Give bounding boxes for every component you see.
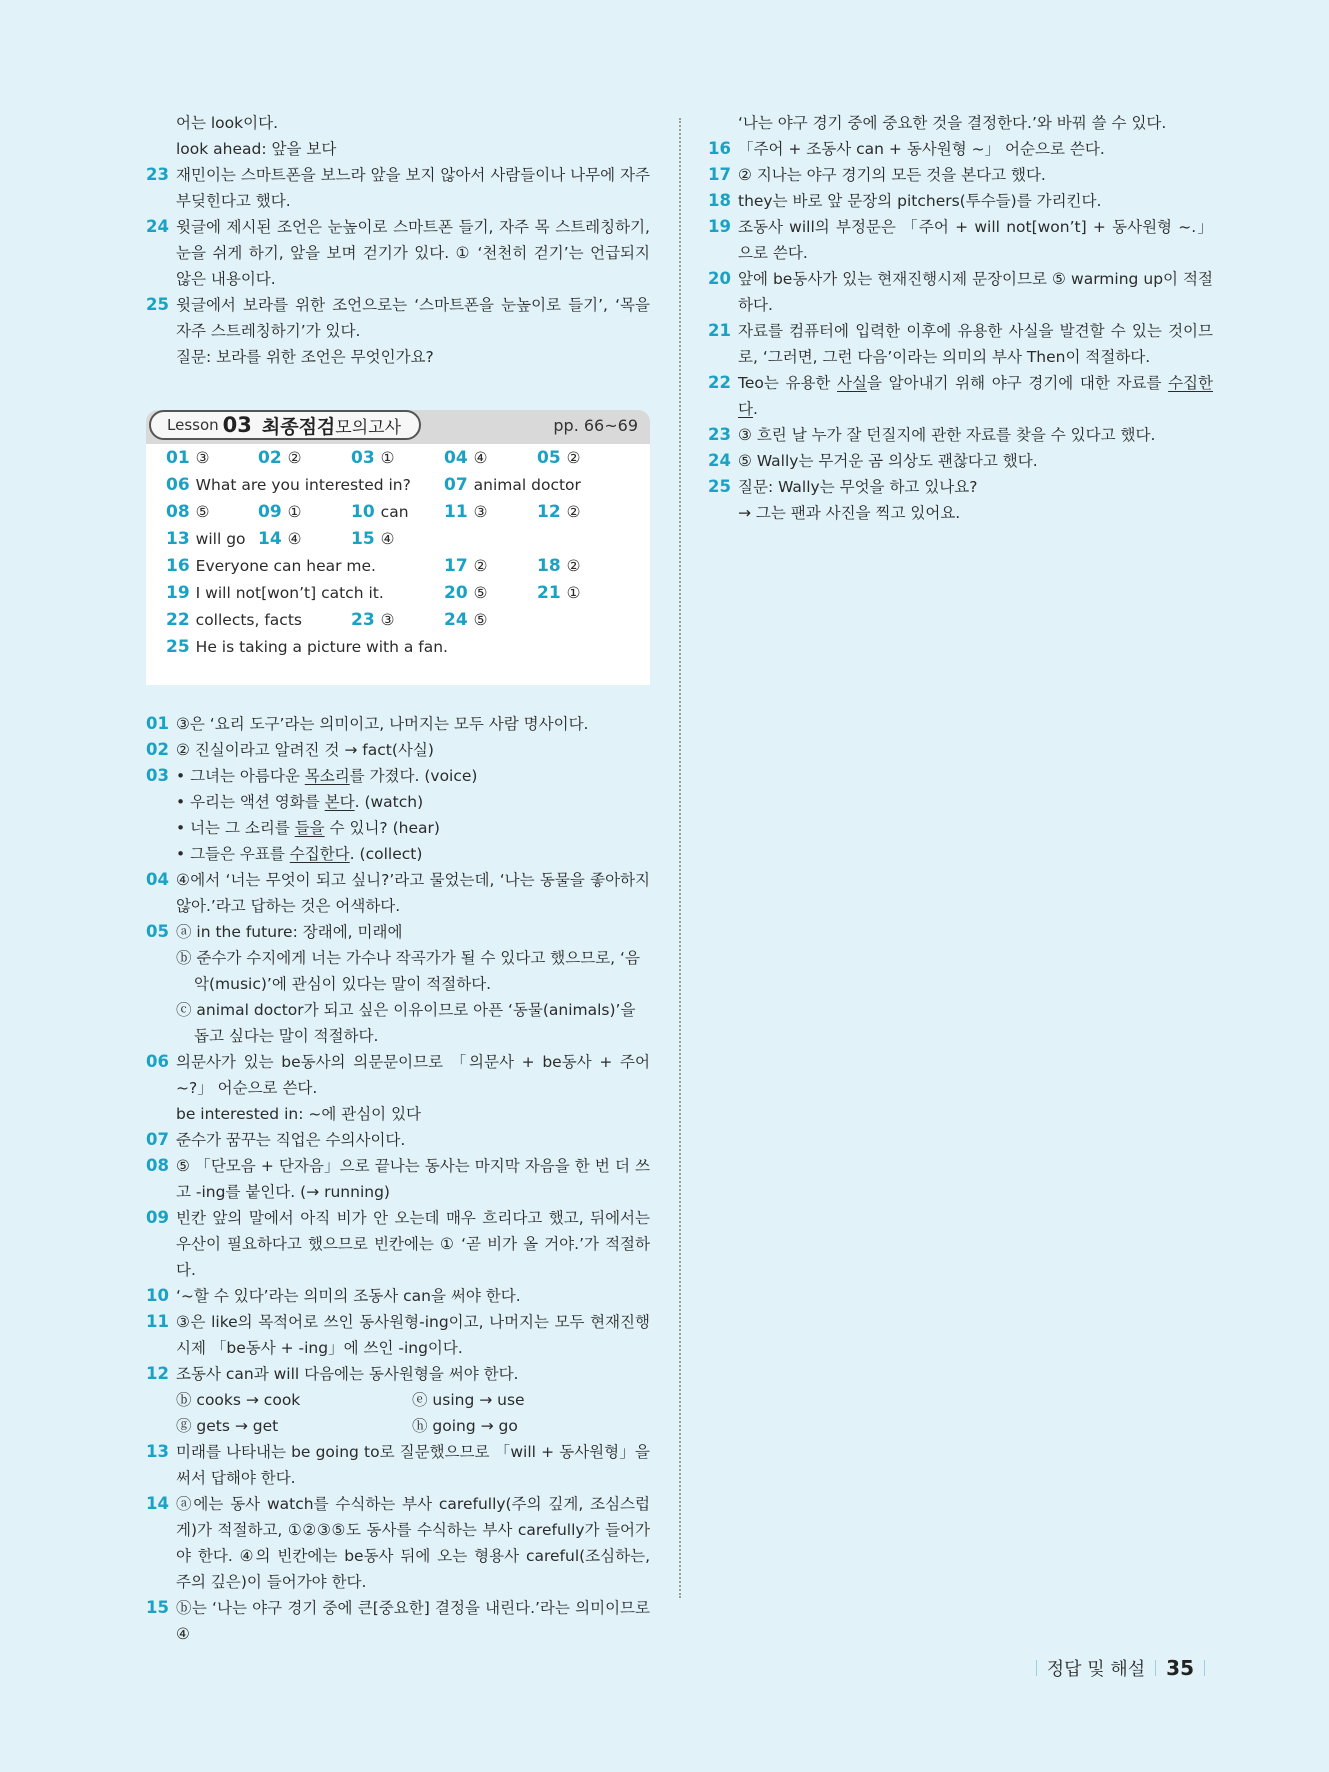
explanation-line: look ahead: 앞을 보다 — [176, 140, 337, 158]
footer-divider — [1204, 1660, 1205, 1676]
explanation-line: → 그는 팬과 사진을 찍고 있어요. — [738, 504, 961, 522]
correction-pair: ⓑ cooks → cook ⓔ using → use — [176, 1391, 525, 1409]
answer-item: 16 Everyone can hear me. — [166, 556, 376, 576]
explanation-23: 23 ③ 흐린 날 누가 잘 던질지에 관한 자료를 찾을 수 있다고 했다. — [708, 425, 1156, 444]
explanation-18: 18 they는 바로 앞 문장의 pitchers(투수들)를 가리킨다. — [708, 191, 1102, 210]
answer-item: 07 animal doctor — [444, 475, 581, 495]
column-divider — [679, 118, 681, 1598]
explanation-25: 25 질문: Wally는 무엇을 하고 있나요? — [708, 477, 978, 496]
explanation-06: 06 의문사가 있는 be동사의 의문문이므로 「의문사 + be동사 + 주어 ~?」 어순으로 쓴다. — [146, 1052, 650, 1097]
answer-item: 03 ① — [351, 448, 395, 468]
explanation-19: 19 조동사 will의 부정문은 「주어 + will not[won’t] + 동사원형 ~.」으로 쓴다. — [708, 217, 1213, 262]
answer-item: 06 What are you interested in? — [166, 475, 411, 495]
explanation-line: • 우리는 액션 영화를 본다. (watch) — [176, 793, 424, 811]
explanation-15: 15 ⓑ는 ‘나는 야구 경기 중에 큰[중요한] 결정을 내린다.’라는 의미이므로 ④ — [146, 1598, 650, 1643]
answer-item: 12 ② — [537, 502, 581, 522]
answer-item: 13 will go — [166, 529, 246, 549]
answer-item: 04 ④ — [444, 448, 488, 468]
lesson-subtitle: 모의고사 — [335, 417, 401, 438]
explanation-16: 16 「주어 + 조동사 can + 동사원형 ~」 어순으로 쓴다. — [708, 139, 1105, 158]
explanation-line: • 너는 그 소리를 들을 수 있니? (hear) — [176, 819, 440, 837]
explanation-04: 04 ④에서 ‘너는 무엇이 되고 싶니?’라고 물었는데, ‘나는 동물을 좋아하지 않아.’라고 답하는 것은 어색하다. — [146, 870, 650, 915]
lesson-number: 03 — [222, 413, 252, 437]
explanation-line: 어는 look이다. — [176, 114, 278, 132]
page-number: 35 — [1166, 1656, 1194, 1680]
lesson-tag — [149, 410, 421, 440]
lesson-title: 최종점검 — [261, 415, 336, 438]
footer-divider — [1155, 1660, 1156, 1676]
answer-item: 22 collects, facts — [166, 610, 302, 630]
explanation-02: 02 ② 진실이라고 알려진 것 → fact(사실) — [146, 740, 434, 759]
explanation-05: 05 ⓐ in the future: 장래에, 미래에 — [146, 922, 403, 941]
explanation-22: 22 Teo는 유용한 사실을 알아내기 위해 야구 경기에 대한 자료를 수집한다. — [708, 373, 1213, 418]
lesson-pages: pp. 66~69 — [553, 416, 638, 435]
answer-item: 19 I will not[won’t] catch it. — [166, 583, 384, 603]
answer-item: 17 ② — [444, 556, 488, 576]
answer-item: 20 ⑤ — [444, 583, 488, 603]
explanation-line: 질문: 보라를 위한 조언은 무엇인가요? — [176, 348, 434, 366]
explanation-09: 09 빈칸 앞의 말에서 아직 비가 안 오는데 매우 흐리다고 했고, 뒤에서는 우산이 필요하다고 했으므로 빈칸에는 ① ‘곧 비가 올 거야.’가 적절하다. — [146, 1208, 650, 1279]
answer-item: 21 ① — [537, 583, 581, 603]
answer-item: 11 ③ — [444, 502, 488, 522]
answer-item: 05 ② — [537, 448, 581, 468]
answer-item: 23 ③ — [351, 610, 395, 630]
footer-divider — [1036, 1660, 1037, 1676]
explanation-07: 07 준수가 꿈꾸는 직업은 수의사이다. — [146, 1130, 406, 1149]
answer-key-header — [146, 410, 650, 444]
left-column-top — [146, 110, 650, 370]
explanation-12: 12 조동사 can과 will 다음에는 동사원형을 써야 한다. — [146, 1364, 519, 1383]
explanation-24: 24 윗글에 제시된 조언은 눈높이로 스마트폰 들기, 자주 목 스트레칭하기, 눈을 쉬게 하기, 앞을 보며 걷기가 있다. ① ‘천천히 걷기’는 언급되지 않은 내용이다. — [146, 217, 650, 288]
explanation-line: ‘나는 야구 경기 중에 중요한 것을 결정한다.’와 바꿔 쓸 수 있다. — [738, 114, 1167, 132]
explanation-08: 08 ⑤ 「단모음 + 단자음」으로 끝나는 동사는 마지막 자음을 한 번 더 쓰고 -ing를 붙인다. (→ running) — [146, 1156, 650, 1201]
page-footer — [1026, 1655, 1215, 1681]
answer-item: 18 ② — [537, 556, 581, 576]
answer-item: 15 ④ — [351, 529, 395, 549]
explanation-line: be interested in: ~에 관심이 있다 — [176, 1105, 422, 1123]
answer-item: 01 ③ — [166, 448, 210, 468]
explanation-13: 13 미래를 나타내는 be going to로 질문했으므로 「will + 동사원형」을 써서 답해야 한다. — [146, 1442, 650, 1487]
explanation-21: 21 자료를 컴퓨터에 입력한 이후에 유용한 사실을 발견할 수 있는 것이므로, ‘그러면, 그런 다음’이라는 의미의 부사 Then이 적절하다. — [708, 321, 1213, 366]
answer-item: 24 ⑤ — [444, 610, 488, 630]
right-column — [708, 110, 1213, 526]
explanation-23: 23 재민이는 스마트폰을 보느라 앞을 보지 않아서 사람들이나 나무에 자주 부딪힌다고 했다. — [146, 165, 650, 210]
explanation-line: ⓑ 준수가 수지에게 너는 가수나 작곡가가 될 수 있다고 했으므로, ‘음악(music)’에 관심이 있다는 말이 적절하다. — [176, 949, 640, 993]
correction-pair: ⓖ gets → get ⓗ going → go — [176, 1417, 518, 1435]
explanation-line: ⓒ animal doctor가 되고 싶은 이유이므로 아픈 ‘동물(animals)’을 돕고 싶다는 말이 적절하다. — [176, 1001, 636, 1045]
answer-item: 08 ⑤ — [166, 502, 210, 522]
answer-item: 25 He is taking a picture with a fan. — [166, 637, 448, 657]
explanation-20: 20 앞에 be동사가 있는 현재진행시제 문장이므로 ⑤ warming up이 적절하다. — [708, 269, 1213, 314]
answer-item: 02 ② — [258, 448, 302, 468]
answer-item: 14 ④ — [258, 529, 302, 549]
explanation-10: 10 ‘~할 수 있다’라는 의미의 조동사 can을 써야 한다. — [146, 1286, 521, 1305]
explanation-17: 17 ② 지나는 야구 경기의 모든 것을 본다고 했다. — [708, 165, 1046, 184]
answer-item: 10 can — [351, 502, 409, 522]
explanation-line: • 그들은 우표를 수집한다. (collect) — [176, 845, 423, 863]
lesson-word: Lesson — [167, 416, 219, 434]
answer-key-box — [146, 410, 650, 685]
explanation-11: 11 ③은 like의 목적어로 쓰인 동사원형-ing이고, 나머지는 모두 현재진행시제 「be동사 + -ing」에 쓰인 -ing이다. — [146, 1312, 650, 1357]
left-column-explanations — [146, 711, 650, 1647]
explanation-01: 01 ③은 ‘요리 도구’라는 의미이고, 나머지는 모두 사람 명사이다. — [146, 714, 589, 733]
explanation-25: 25 윗글에서 보라를 위한 조언으로는 ‘스마트폰을 눈높이로 들기’, ‘목을 자주 스트레칭하기’가 있다. — [146, 295, 650, 340]
explanation-14: 14 ⓐ에는 동사 watch를 수식하는 부사 carefully(주의 깊게, 조심스럽게)가 적절하고, ①②③⑤도 동사를 수식하는 부사 carefully가 들어가야 한다. ④의 빈칸에는 be동사 뒤에 오는 형용사 careful(조심하는, 주의 깊은)이 들어가야 한다. — [146, 1494, 650, 1591]
answer-key-grid — [146, 444, 650, 685]
footer-label: 정답 및 해설 — [1046, 1659, 1146, 1680]
answer-item: 09 ① — [258, 502, 302, 522]
explanation-03: 03 • 그녀는 아름다운 목소리를 가졌다. (voice) — [146, 766, 478, 785]
explanation-24: 24 ⑤ Wally는 무거운 곰 의상도 괜찮다고 했다. — [708, 451, 1038, 470]
